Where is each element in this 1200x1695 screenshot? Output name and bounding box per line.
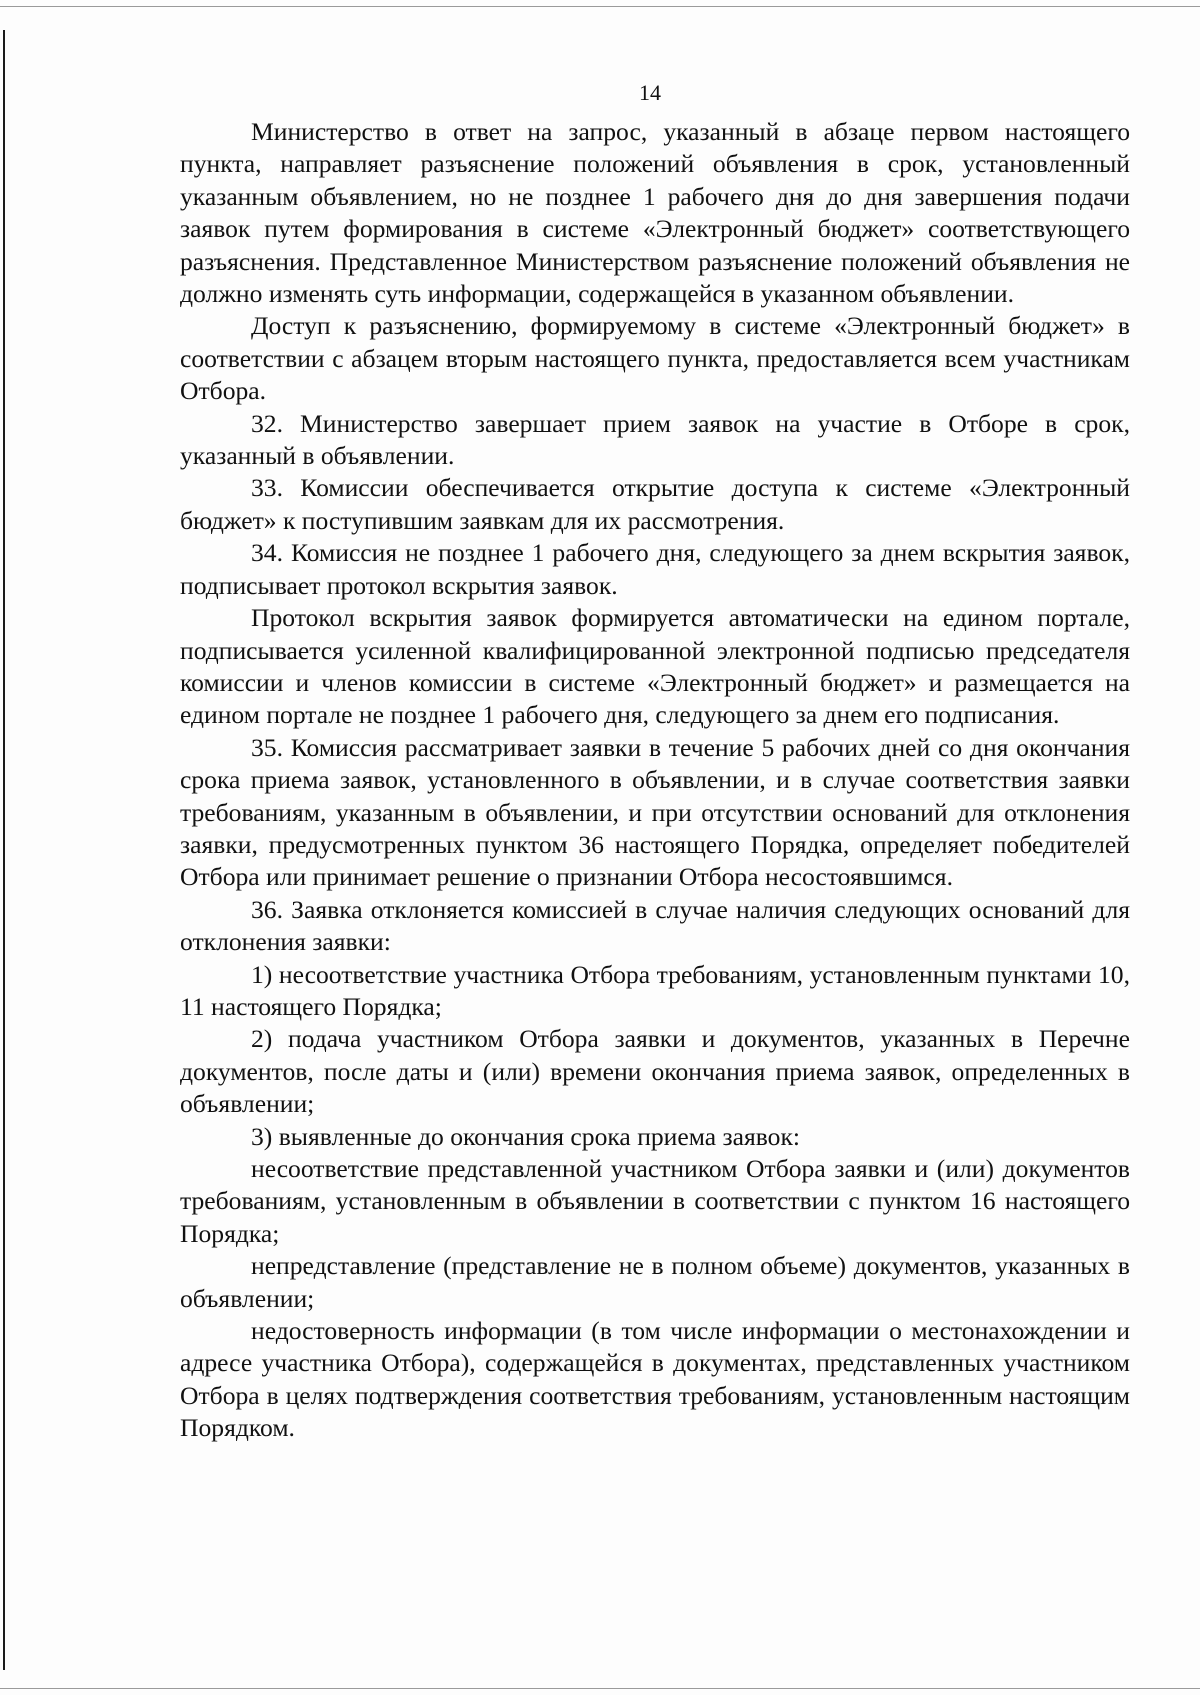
paragraph-item-33: 33. Комиссии обеспечивается открытие доступа к системе «Электронный бюджет» к поступившим заявкам для их рассмотрения. <box>180 473 1130 535</box>
paragraph: непредставление (представление не в полном объеме) документов, указанных в объявлении; <box>180 1251 1130 1313</box>
paragraph: несоответствие представленной участником Отбора заявки и (или) документов требованиям, установленным в объявлении в соответствии с пунктом 16 настоящего Порядка; <box>180 1154 1130 1248</box>
subitem-2: 2) подача участником Отбора заявки и документов, указанных в Перечне документов, после даты и (или) времени окончания приема заявок, определенных в объявлении; <box>180 1024 1130 1119</box>
paragraph: Доступ к разъяснению, формируемому в системе «Электронный бюджет» в соответствии с абзацем вторым настоящего пункта, предоставляется всем участникам Отбора. <box>180 311 1130 406</box>
page-number: 14 <box>639 80 661 105</box>
paragraph: Протокол вскрытия заявок формируется автоматически на едином портале, подписывается усиленной квалифицированной электронной подписью председателя комиссии и членов комиссии в системе «Электронный бюджет» и размещается на едином портале не позднее 1 рабочего дня, следующего за днем его подписания. <box>180 603 1130 730</box>
subitem-3: 3) выявленные до окончания срока приема заявок: <box>251 1121 801 1151</box>
scan-edge-left <box>3 30 5 1670</box>
paragraph-item-34: 34. Комиссия не позднее 1 рабочего дня, следующего за днем вскрытия заявок, подписывает протокол вскрытия заявок. <box>180 538 1130 600</box>
document-body <box>180 116 1130 1445</box>
paragraph-item-36: 36. Заявка отклоняется комиссией в случае наличия следующих оснований для отклонения заявки: <box>180 894 1130 957</box>
subitem-1: 1) несоответствие участника Отбора требованиям, установленным пунктами 10, 11 настоящего Порядка; <box>180 959 1130 1021</box>
paragraph: недостоверность информации (в том числе информации о местонахождении и адресе участника Отбора), содержащейся в документах, представленных участником Отбора в целях подтверждения соответствия требованиям, установленным настоящим Порядком. <box>180 1316 1130 1443</box>
scan-edge-bottom <box>0 1688 1200 1689</box>
paragraph: Министерство в ответ на запрос, указанный в абзаце первом настоящего пункта, направляет разъяснение положений объявления в срок, установленный указанным объявлением, но не позднее 1 рабочего дня до дня завершения подачи заявок путем формирования в системе «Электронный бюджет» соответствующего разъяснения. Представленное Министерством разъяснение положений объявления не должно изменять суть информации, содержащейся в указанном объявлении. <box>180 117 1130 309</box>
paragraph-item-35: 35. Комиссия рассматривает заявки в течение 5 рабочих дней со дня окончания срока приема заявок, установленного в объявлении, и в случае соответствия заявки требованиям, указанным в объявлении, и при отсутствии оснований для отклонения заявки, предусмотренных пунктом 36 настоящего Порядка, определяет победителей Отбора или принимает решение о признании Отбора несостоявшимся. <box>180 732 1130 892</box>
paragraph-item-32: 32. Министерство завершает прием заявок на участие в Отборе в срок, указанный в объявлении. <box>180 408 1130 471</box>
scan-edge-top <box>0 6 1200 7</box>
